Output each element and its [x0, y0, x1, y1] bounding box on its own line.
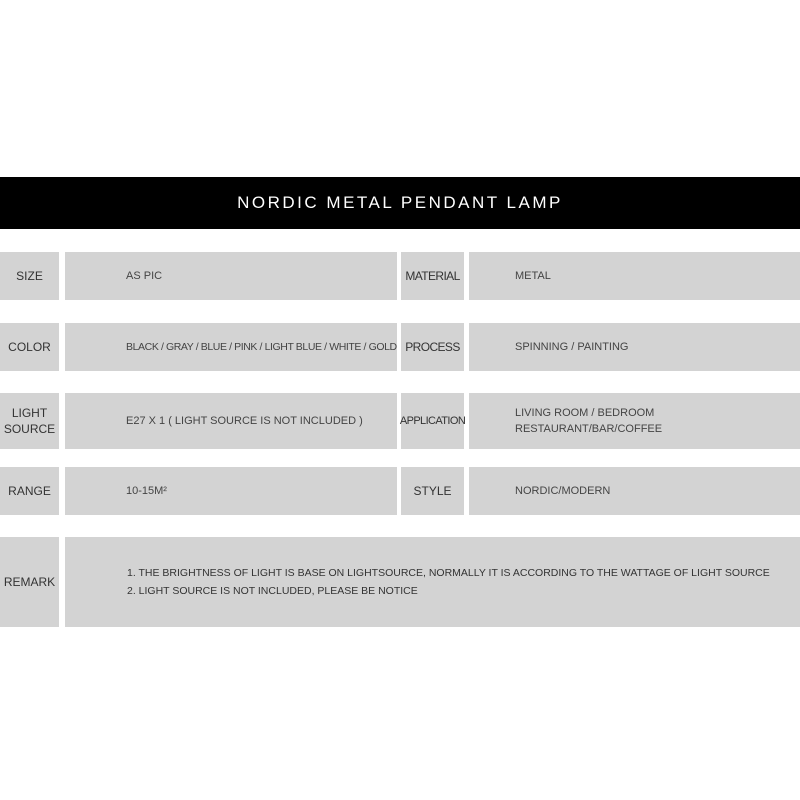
material-label: MATERIAL	[401, 252, 464, 300]
application-value-line-2: RESTAURANT/BAR/COFFEE	[515, 423, 663, 435]
style-value: NORDIC/MODERN	[469, 467, 800, 515]
size-value: AS PIC	[65, 252, 397, 300]
remark-value	[65, 537, 800, 627]
light-source-label-line-1: LIGHT	[11, 406, 48, 420]
page-title: NORDIC METAL PENDANT LAMP	[0, 177, 800, 229]
process-value: SPINNING / PAINTING	[469, 323, 800, 371]
remark-line-1: 1. THE BRIGHTNESS OF LIGHT IS BASE ON LIGHTSOURCE, NORMALLY IT IS ACCORDING TO THE WATTAGE OF LIGHT SOURCE	[127, 567, 770, 579]
color-label: COLOR	[0, 323, 59, 371]
remark-label: REMARK	[0, 537, 59, 627]
process-label: PROCESS	[401, 323, 464, 371]
application-label: APPLICATION	[401, 393, 464, 449]
range-value: 10-15M²	[65, 467, 397, 515]
light-source-value: E27 X 1 ( LIGHT SOURCE IS NOT INCLUDED )	[65, 393, 397, 449]
light-source-label-line-2: SOURCE	[3, 422, 56, 436]
application-value-line-1: LIVING ROOM / BEDROOM	[515, 407, 655, 419]
size-label: SIZE	[0, 252, 59, 300]
material-value: METAL	[469, 252, 800, 300]
application-value	[469, 393, 800, 449]
remark-line-2: 2. LIGHT SOURCE IS NOT INCLUDED, PLEASE BE NOTICE	[127, 585, 418, 597]
range-label: RANGE	[0, 467, 59, 515]
style-label: STYLE	[401, 467, 464, 515]
light-source-label	[0, 393, 59, 449]
color-value: BLACK / GRAY / BLUE / PINK / LIGHT BLUE / WHITE / GOLD	[65, 323, 397, 371]
